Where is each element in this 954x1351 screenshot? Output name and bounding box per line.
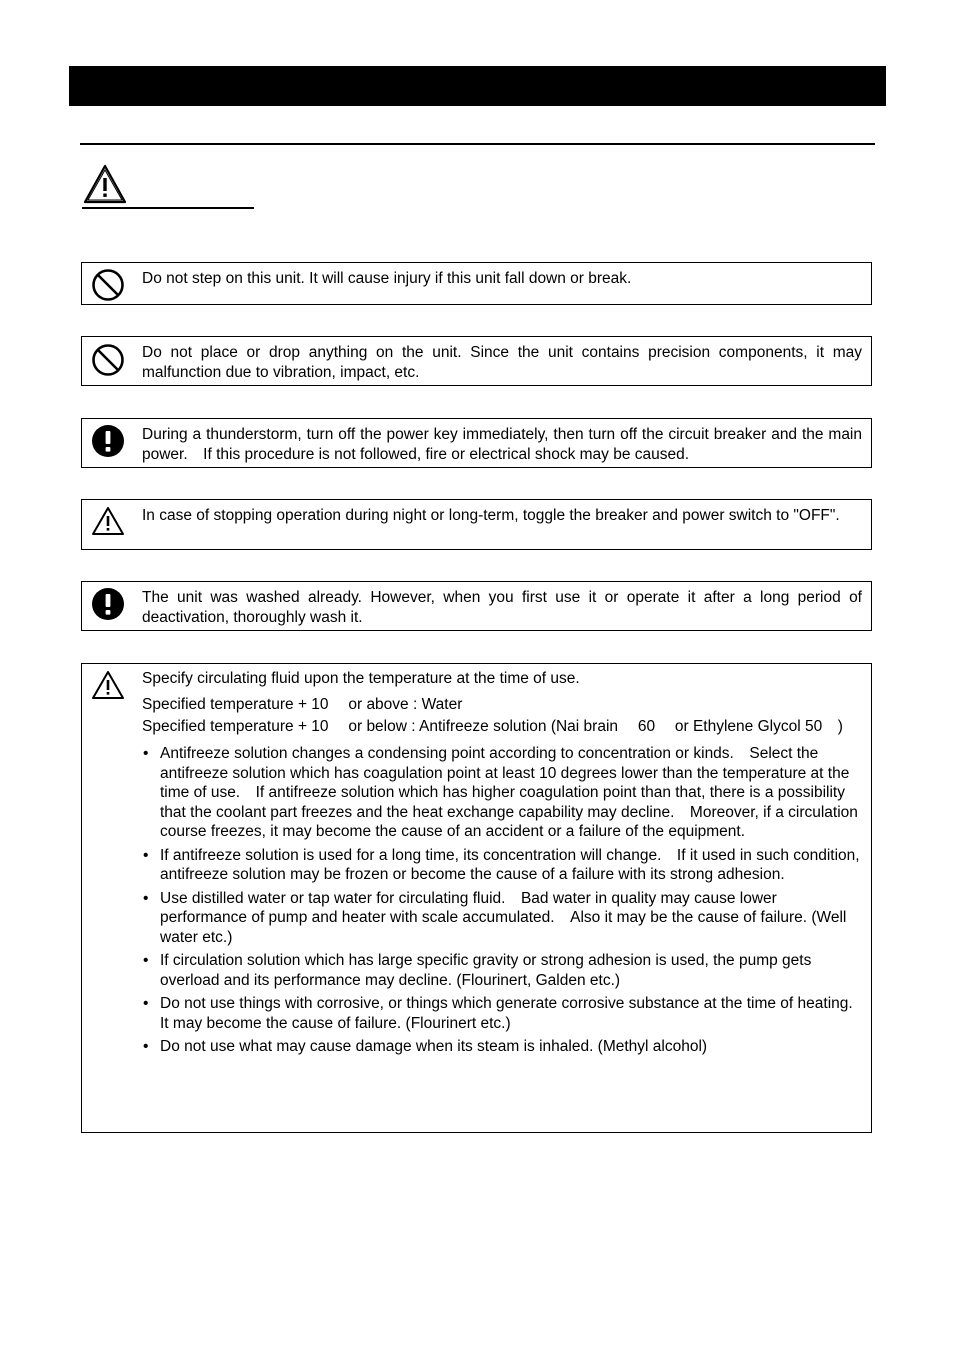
section-divider [80,143,875,145]
notice-text: The unit was washed already. However, when you first use it or operate it after a long period of deactivation, thoroughly wash it. [142,589,862,626]
notice-box [81,336,872,386]
prohibition-icon [91,343,125,377]
fluid-bullet-list [142,744,869,1057]
fluid-intro: Specify circulating fluid upon the temperature at the time of use. [142,670,580,687]
notice-text: Do not place or drop anything on the unit. Since the unit contains precision components, it may malfunction due to vibration, impact, etc. [142,344,862,381]
fluid-notice-box [81,663,872,1133]
notice-text: Do not step on this unit. It will cause injury if this unit fall down or break. [142,270,632,287]
list-item: • Do not use things with corrosive, or things which generate corrosive substance at the time of heating. It may become the cause of failure. (Flourinert etc.) [142,994,862,1033]
caution-triangle-icon [91,506,125,536]
mandatory-action-icon [91,587,125,621]
caution-triangle-icon [91,670,125,700]
notice-text: During a thunderstorm, turn off the power key immediately, then turn off the circuit breaker and the main power. If this procedure is not followed, fire or electrical shock may be caused. [142,426,862,463]
list-item: • Use distilled water or tap water for circulating fluid. Bad water in quality may cause lower performance of pump and heater with scale accumulated. Also it may be the cause of failure. (Well water etc.) [142,889,862,948]
fluid-spec-line: Specified temperature + 10 or below : Antifreeze solution (Nai brain 60 or Ethylene Glycol 50 ) [142,718,843,735]
list-item: • Antifreeze solution changes a condensing point according to concentration or kinds. Select the antifreeze solution which has coagulation point at least 10 degrees lower than the temperature at the time of use. If antifreeze solution which has higher coagulation point than that, there is a possibility that the coolant part freezes and the heat exchange capability may decline. Moreover, if a circulation course freezes, it may become the cause of an accident or a failure of the equipment. [142,744,862,842]
mandatory-action-icon [91,424,125,458]
prohibition-icon [91,268,125,302]
caution-heading-underline [82,207,254,209]
notice-box [81,581,872,631]
fluid-spec-line: Specified temperature + 10 or above : Water [142,696,463,713]
section-header-bar [69,66,886,106]
list-item: • If antifreeze solution is used for a long time, its concentration will change. If it used in such condition, antifreeze solution may be frozen or become the cause of a failure with its strong adhesion. [142,846,862,885]
notice-box [81,418,872,468]
notice-box [81,499,872,550]
fluid-notice-body [142,668,869,1061]
caution-triangle-icon [82,163,128,205]
notice-box [81,262,872,305]
list-item: • Do not use what may cause damage when its steam is inhaled. (Methyl alcohol) [142,1037,862,1057]
caution-heading [82,163,254,209]
list-item: • If circulation solution which has large specific gravity or strong adhesion is used, the pump gets overload and its performance may decline. (Flourinert, Galden etc.) [142,951,862,990]
notice-text: In case of stopping operation during night or long-term, toggle the breaker and power switch to "OFF". [142,507,840,524]
